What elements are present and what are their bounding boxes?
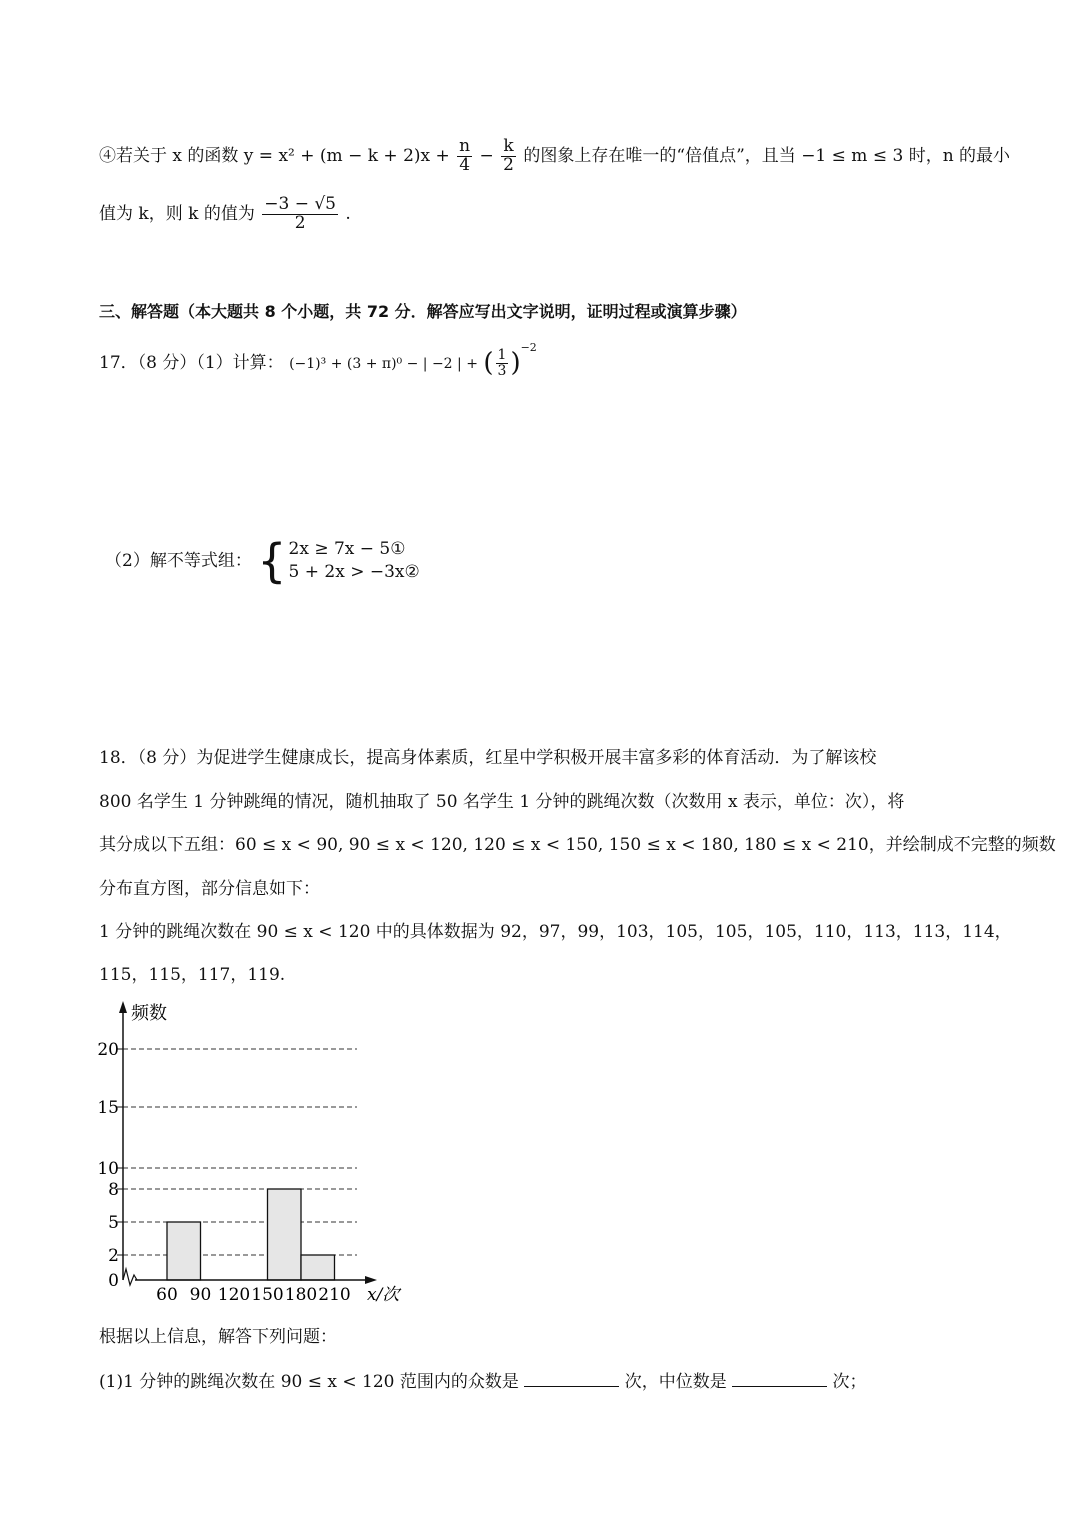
q17-part1-label: 17．（8 分）（1）计算： xyxy=(99,353,284,374)
q18-sub1-text-c: 次； xyxy=(832,1372,867,1392)
q17-part2-label: （2）解不等式组： xyxy=(105,550,252,571)
frac-num: 1 xyxy=(497,347,507,364)
x-axis-label: x/次 xyxy=(367,1285,400,1305)
inequality-system xyxy=(257,534,420,588)
y-tick-label: 0 xyxy=(108,1271,119,1291)
y-tick-label: 15 xyxy=(97,1098,119,1118)
frac-den: 4 xyxy=(459,154,471,175)
q17-part1-expr: (−1)³ + (3 + π)⁰ − | −2 | + xyxy=(289,356,478,373)
histogram-bar xyxy=(167,1222,201,1280)
x-tick-label: 90 xyxy=(189,1285,212,1305)
mode-answer-blank[interactable] xyxy=(524,1370,619,1387)
x-tick-label: 180 xyxy=(284,1285,318,1305)
q16-item4-line2 xyxy=(99,196,351,233)
y-tick-label: 5 xyxy=(108,1213,119,1233)
q18-sub1 xyxy=(99,1370,867,1392)
frequency-histogram xyxy=(95,995,425,1315)
q16-line1-text-b: 的图象上存在唯一的“倍值点”，且当 −1 ≤ m ≤ 3 时，n 的最小 xyxy=(523,145,1011,166)
histogram-bar xyxy=(268,1189,302,1280)
q16-line2-text-a: 值为 k，则 k 的值为 xyxy=(99,203,255,224)
x-tick-label: 150 xyxy=(251,1285,284,1305)
paren-close: ) xyxy=(510,348,521,378)
q16-line2-text-b: . xyxy=(345,203,351,224)
x-axis-arrow-icon xyxy=(365,1276,377,1284)
q18-line6: 115，115，117，119. xyxy=(99,965,286,985)
frac-num: −3 − √5 xyxy=(264,194,336,214)
q16-item4-line1 xyxy=(99,138,1010,175)
q18-sub1-text-a: (1)1 分钟的跳绳次数在 90 ≤ x < 120 范围内的众数是 xyxy=(99,1372,519,1392)
histogram-bar xyxy=(301,1255,335,1280)
frac-den: 3 xyxy=(497,363,507,380)
exponent: −2 xyxy=(520,341,537,355)
minus-sign: − xyxy=(479,145,494,166)
fraction-k-over-2 xyxy=(501,138,516,175)
x-tick-label: 120 xyxy=(217,1285,251,1305)
q18-sub1-text-b: 次，中位数是 xyxy=(624,1372,727,1392)
fraction-answer xyxy=(262,196,338,233)
q18-line4: 分布直方图，部分信息如下： xyxy=(99,879,320,899)
y-tick-label: 8 xyxy=(108,1180,119,1200)
x-tick-label: 210 xyxy=(318,1285,351,1305)
fraction-one-third xyxy=(496,348,509,378)
frac-den: 2 xyxy=(503,154,514,175)
frac-num: n xyxy=(459,136,471,156)
section3-title: 三、解答题（本大题共 8 个小题，共 72 分．解答应写出文字说明，证明过程或演算步骤） xyxy=(99,302,747,321)
y-axis-label: 频数 xyxy=(131,1003,167,1024)
q18-line1: 18．（8 分）为促进学生健康成长，提高身体素质，红星中学积极开展丰富多彩的体育活动．为了解该校 xyxy=(99,748,877,768)
x-tick-label: 60 xyxy=(156,1285,178,1305)
y-tick-label: 20 xyxy=(97,1040,119,1060)
q18-after-chart: 根据以上信息，解答下列问题： xyxy=(99,1327,337,1347)
q18-line5: 1 分钟的跳绳次数在 90 ≤ x < 120 中的具体数据为 92，97，99，103，105，105，105，110，113，113，114， xyxy=(99,922,1012,942)
q17-part1 xyxy=(99,341,537,380)
inequality-1: 2x ≥ 7x − 5① xyxy=(288,539,406,560)
q18-line3: 其分成以下五组：60 ≤ x < 90, 90 ≤ x < 120, 120 ≤ x < 150, 150 ≤ x < 180, 180 ≤ x < 210，并绘制成不完整的频数 xyxy=(99,835,1056,855)
q18-line2: 800 名学生 1 分钟跳绳的情况，随机抽取了 50 名学生 1 分钟的跳绳次数（次数用 x 表示，单位：次），将 xyxy=(99,792,905,812)
y-tick-label: 10 xyxy=(97,1159,119,1179)
y-axis-arrow-icon xyxy=(119,1001,127,1013)
axis-break-icon xyxy=(123,1269,137,1285)
brace-icon: { xyxy=(257,534,287,588)
q17-part2 xyxy=(105,534,420,588)
frac-den: 2 xyxy=(294,212,306,233)
paren-open: ( xyxy=(483,348,494,378)
inequality-2: 5 + 2x > −3x② xyxy=(288,562,420,582)
y-tick-label: 2 xyxy=(108,1246,119,1266)
q16-line1-text-a: ④若关于 x 的函数 y = x² + (m − k + 2)x + xyxy=(99,145,450,166)
fraction-n-over-4 xyxy=(457,138,472,175)
frac-num: k xyxy=(501,138,516,157)
median-answer-blank[interactable] xyxy=(732,1370,827,1387)
